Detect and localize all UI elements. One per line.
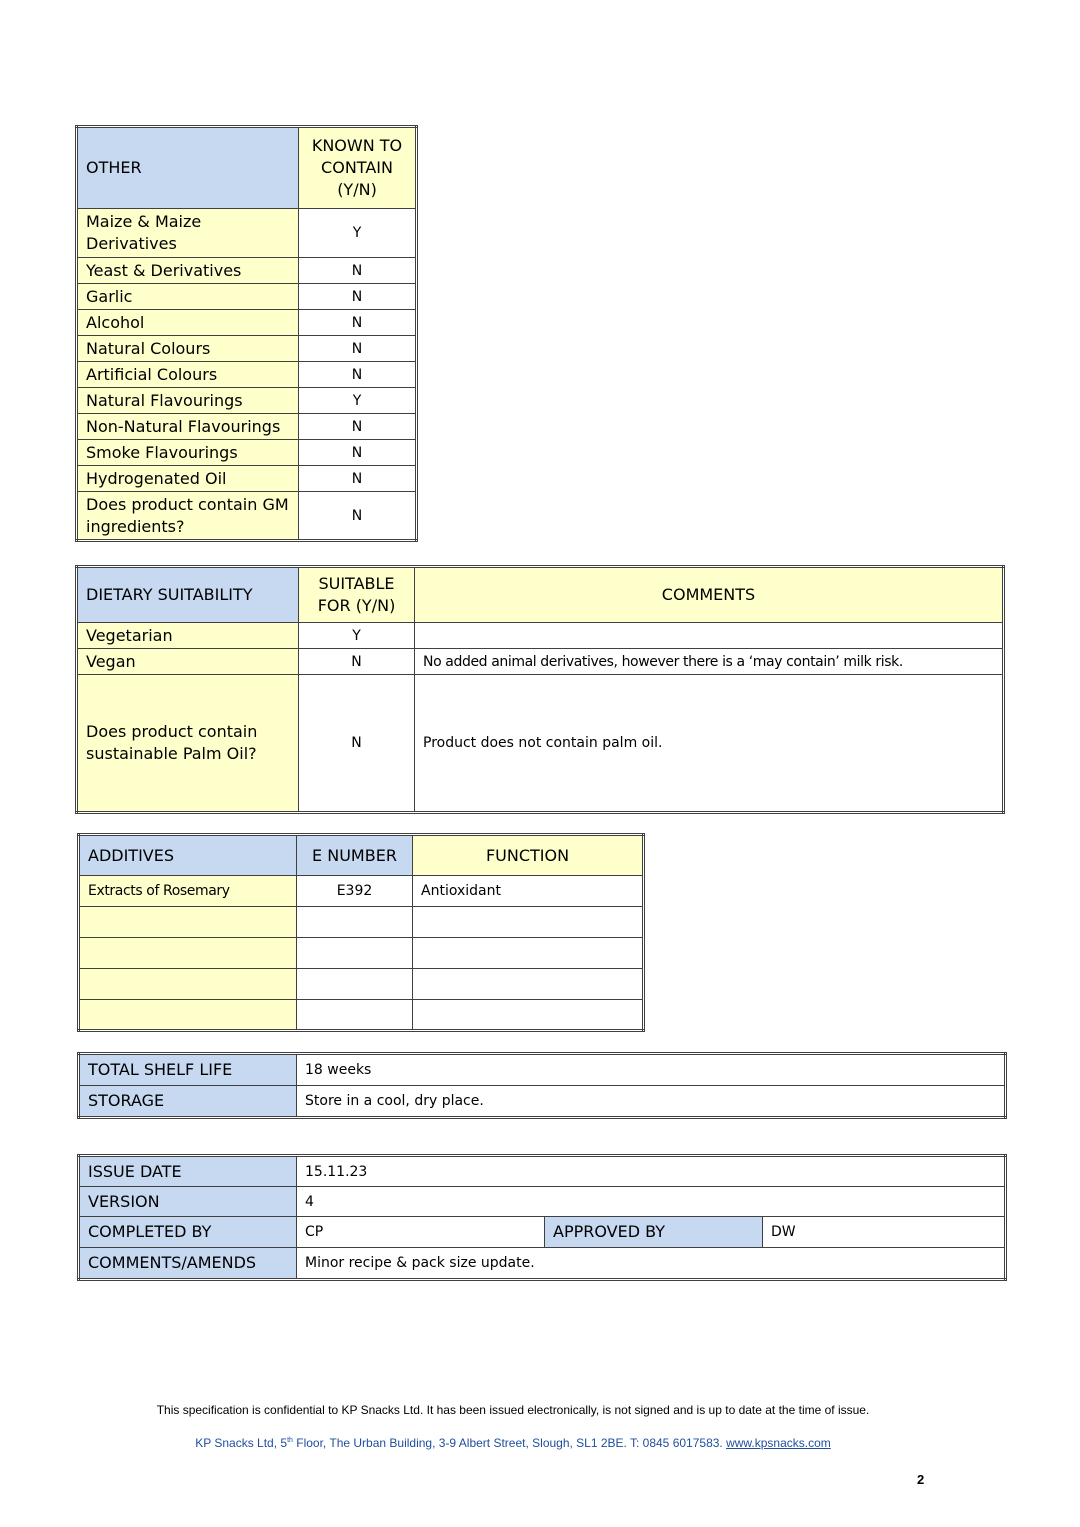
approved-by-value: DW xyxy=(763,1217,1006,1248)
additive-function: Antioxidant xyxy=(413,876,644,907)
dietary-row-comment xyxy=(415,623,1004,649)
other-row-label: Garlic xyxy=(77,284,299,310)
shelf-life-value: 18 weeks xyxy=(297,1054,1006,1086)
additive-name xyxy=(79,969,297,1000)
approved-by-label: APPROVED BY xyxy=(545,1217,763,1248)
website-link[interactable]: www.kpsnacks.com xyxy=(726,1436,831,1450)
issue-date-value: 15.11.23 xyxy=(297,1156,1006,1187)
version-label: VERSION xyxy=(79,1187,297,1217)
other-row-value: N xyxy=(299,258,417,284)
other-row-value: Y xyxy=(299,388,417,414)
additive-enumber xyxy=(297,938,413,969)
other-row-label: Artificial Colours xyxy=(77,362,299,388)
comments-amends-value: Minor recipe & pack size update. xyxy=(297,1248,1006,1280)
additive-function xyxy=(413,1000,644,1031)
other-row-value: N xyxy=(299,440,417,466)
other-row-value: N xyxy=(299,414,417,440)
other-row-label: Maize & Maize Derivatives xyxy=(77,209,299,258)
other-row-value: N xyxy=(299,310,417,336)
additive-function xyxy=(413,969,644,1000)
dietary-row-value: N xyxy=(299,675,415,813)
additive-enumber xyxy=(297,1000,413,1031)
shelf-life-label: TOTAL SHELF LIFE xyxy=(79,1054,297,1086)
company-address xyxy=(0,1436,1026,1450)
other-header-label: OTHER xyxy=(77,127,299,209)
additive-enumber xyxy=(297,907,413,938)
other-row-label: Smoke Flavourings xyxy=(77,440,299,466)
other-row-label: Natural Colours xyxy=(77,336,299,362)
confidentiality-notice: This specification is confidential to KP Snacks Ltd. It has been issued electronically, is not signed and is up to date at the time of issue. xyxy=(156,1403,870,1417)
dietary-row-label: Vegan xyxy=(77,649,299,675)
other-row-label: Does product contain GM ingredients? xyxy=(77,492,299,541)
dietary-row-comment: No added animal derivatives, however there is a ‘may contain’ milk risk. xyxy=(415,649,1004,675)
additives-header-additive: ADDITIVES xyxy=(79,835,297,876)
shelf-life-table xyxy=(77,1052,1007,1119)
dietary-header-comments: COMMENTS xyxy=(415,567,1004,623)
other-row-label: Non-Natural Flavourings xyxy=(77,414,299,440)
dietary-header-value: SUITABLE FOR (Y/N) xyxy=(299,567,415,623)
other-row-value: N xyxy=(299,284,417,310)
dietary-table xyxy=(75,565,1005,814)
other-table xyxy=(75,125,418,542)
additives-header-enumber: E NUMBER xyxy=(297,835,413,876)
additive-function xyxy=(413,907,644,938)
other-row-value: N xyxy=(299,362,417,388)
storage-label: STORAGE xyxy=(79,1086,297,1118)
address-rest: Floor, The Urban Building, 3-9 Albert Street, Slough, SL1 2BE. T: 0845 6017583. xyxy=(292,1436,727,1450)
completed-by-value: CP xyxy=(297,1217,545,1248)
other-header-value: KNOWN TO CONTAIN (Y/N) xyxy=(299,127,417,209)
additive-enumber: E392 xyxy=(297,876,413,907)
other-row-value: N xyxy=(299,492,417,541)
additive-name: Extracts of Rosemary xyxy=(79,876,297,907)
other-row-label: Yeast & Derivatives xyxy=(77,258,299,284)
version-value: 4 xyxy=(297,1187,1006,1217)
dietary-row-comment: Product does not contain palm oil. xyxy=(415,675,1004,813)
other-row-value: Y xyxy=(299,209,417,258)
issue-date-label: ISSUE DATE xyxy=(79,1156,297,1187)
comments-amends-label: COMMENTS/AMENDS xyxy=(79,1248,297,1280)
other-row-label: Natural Flavourings xyxy=(77,388,299,414)
additive-name xyxy=(79,938,297,969)
dietary-row-value: N xyxy=(299,649,415,675)
other-row-value: N xyxy=(299,466,417,492)
additive-name xyxy=(79,1000,297,1031)
dietary-row-value: Y xyxy=(299,623,415,649)
dietary-row-label: Vegetarian xyxy=(77,623,299,649)
address-superscript: th xyxy=(287,1437,293,1444)
other-row-value: N xyxy=(299,336,417,362)
additives-header-function: FUNCTION xyxy=(413,835,644,876)
additive-function xyxy=(413,938,644,969)
dietary-row-label: Does product contain sustainable Palm Oil? xyxy=(77,675,299,813)
completed-by-label: COMPLETED BY xyxy=(79,1217,297,1248)
additives-table xyxy=(77,833,645,1032)
page-number: 2 xyxy=(917,1472,925,1487)
other-row-label: Alcohol xyxy=(77,310,299,336)
other-row-label: Hydrogenated Oil xyxy=(77,466,299,492)
storage-value: Store in a cool, dry place. xyxy=(297,1086,1006,1118)
issue-table xyxy=(77,1154,1007,1281)
dietary-header-label: DIETARY SUITABILITY xyxy=(77,567,299,623)
additive-enumber xyxy=(297,969,413,1000)
address-prefix: KP Snacks Ltd, 5 xyxy=(195,1436,288,1450)
additive-name xyxy=(79,907,297,938)
